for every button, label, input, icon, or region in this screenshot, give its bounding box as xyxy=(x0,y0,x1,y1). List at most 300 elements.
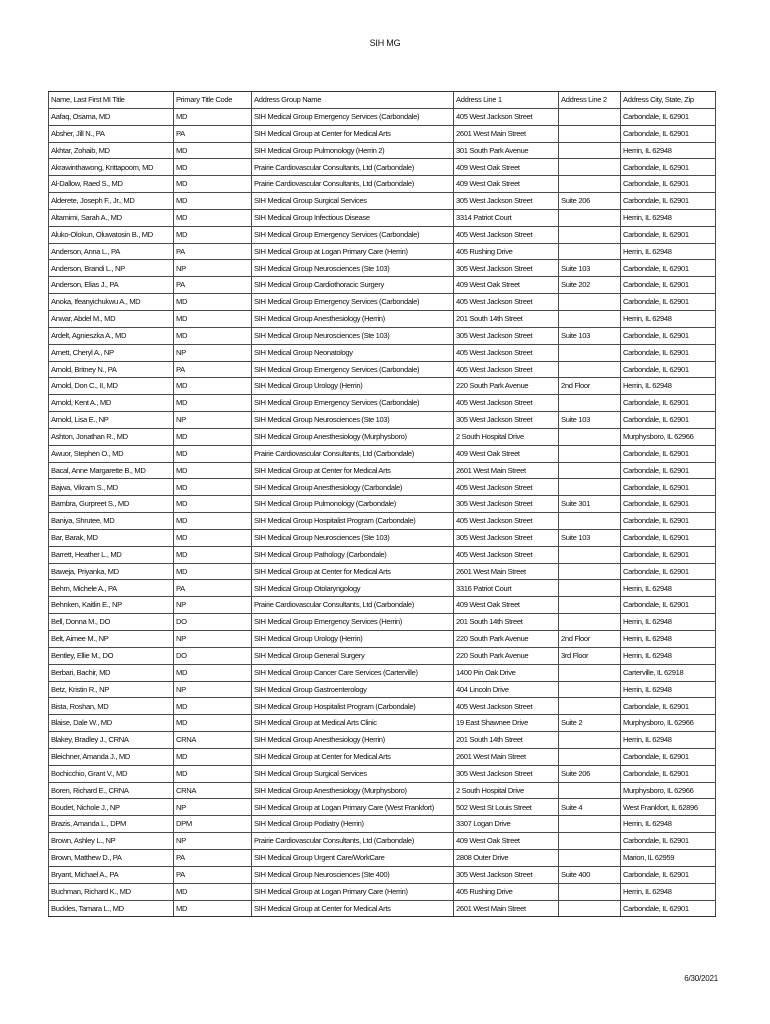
cell-address-line-2 xyxy=(559,748,621,765)
cell-address-line-2: 3rd Floor xyxy=(559,647,621,664)
cell-city-state-zip: Murphysboro, IL 62966 xyxy=(621,428,716,445)
cell-address-line-1: 2 South Hospital Drive xyxy=(454,428,559,445)
header-address-line-2: Address Line 2 xyxy=(559,92,621,109)
cell-address-line-1: 305 West Jackson Street xyxy=(454,529,559,546)
cell-address-line-2: Suite 400 xyxy=(559,866,621,883)
cell-city-state-zip: Marion, IL 62959 xyxy=(621,849,716,866)
cell-title-code: MD xyxy=(174,193,252,210)
table-row xyxy=(49,782,716,799)
cell-group-name: SIH Medical Group Neurosciences (Ste 400) xyxy=(252,866,454,883)
table-row xyxy=(49,445,716,462)
cell-city-state-zip: Carbondale, IL 62901 xyxy=(621,294,716,311)
cell-group-name: Prairie Cardiovascular Consultants, Ltd (Carbondale) xyxy=(252,176,454,193)
cell-address-line-2 xyxy=(559,108,621,125)
cell-address-line-1: 405 West Jackson Street xyxy=(454,513,559,530)
cell-city-state-zip: West Frankfort, IL 62896 xyxy=(621,799,716,816)
cell-name: Brown, Matthew D., PA xyxy=(49,849,174,866)
table-row xyxy=(49,698,716,715)
cell-address-line-2 xyxy=(559,580,621,597)
cell-address-line-1: 201 South 14th Street xyxy=(454,614,559,631)
cell-title-code: MD xyxy=(174,209,252,226)
cell-city-state-zip: Herrin, IL 62948 xyxy=(621,647,716,664)
cell-name: Boudet, Nichole J., NP xyxy=(49,799,174,816)
cell-city-state-zip: Carbondale, IL 62901 xyxy=(621,226,716,243)
table-row xyxy=(49,361,716,378)
cell-group-name: SIH Medical Group Neurosciences (Ste 103) xyxy=(252,327,454,344)
cell-city-state-zip: Carbondale, IL 62901 xyxy=(621,563,716,580)
cell-address-line-2 xyxy=(559,513,621,530)
cell-name: Akhtar, Zohaib, MD xyxy=(49,142,174,159)
cell-address-line-1: 201 South 14th Street xyxy=(454,732,559,749)
cell-address-line-1: 220 South Park Avenue xyxy=(454,647,559,664)
cell-city-state-zip: Carbondale, IL 62901 xyxy=(621,900,716,917)
cell-address-line-1: 409 West Oak Street xyxy=(454,445,559,462)
cell-address-line-1: 3314 Patriot Court xyxy=(454,209,559,226)
cell-title-code: NP xyxy=(174,260,252,277)
cell-address-line-2 xyxy=(559,833,621,850)
table-row xyxy=(49,327,716,344)
cell-title-code: NP xyxy=(174,412,252,429)
cell-address-line-1: 405 West Jackson Street xyxy=(454,226,559,243)
cell-address-line-1: 2601 West Main Street xyxy=(454,748,559,765)
provider-table xyxy=(48,91,716,917)
cell-title-code: MD xyxy=(174,294,252,311)
cell-group-name: Prairie Cardiovascular Consultants, Ltd (Carbondale) xyxy=(252,159,454,176)
cell-address-line-1: 409 West Oak Street xyxy=(454,176,559,193)
table-row xyxy=(49,412,716,429)
cell-group-name: Prairie Cardiovascular Consultants, Ltd (Carbondale) xyxy=(252,597,454,614)
cell-address-line-2 xyxy=(559,664,621,681)
cell-address-line-2 xyxy=(559,462,621,479)
cell-address-line-1: 3307 Logan Drive xyxy=(454,816,559,833)
cell-address-line-2 xyxy=(559,546,621,563)
cell-title-code: MD xyxy=(174,310,252,327)
cell-name: Bleichner, Amanda J., MD xyxy=(49,748,174,765)
cell-address-line-1: 2601 West Main Street xyxy=(454,462,559,479)
cell-title-code: MD xyxy=(174,108,252,125)
cell-city-state-zip: Carbondale, IL 62901 xyxy=(621,344,716,361)
table-body xyxy=(49,108,716,917)
cell-city-state-zip: Carbondale, IL 62901 xyxy=(621,546,716,563)
table-row xyxy=(49,816,716,833)
table-row xyxy=(49,310,716,327)
cell-city-state-zip: Carbondale, IL 62901 xyxy=(621,412,716,429)
cell-name: Anderson, Anna L., PA xyxy=(49,243,174,260)
cell-name: Absher, Jill N., PA xyxy=(49,125,174,142)
cell-address-line-1: 405 West Jackson Street xyxy=(454,698,559,715)
cell-address-line-1: 502 West St Louis Street xyxy=(454,799,559,816)
cell-title-code: DO xyxy=(174,647,252,664)
cell-group-name: SIH Medical Group at Center for Medical Arts xyxy=(252,748,454,765)
cell-city-state-zip: Herrin, IL 62948 xyxy=(621,631,716,648)
cell-group-name: SIH Medical Group Pulmonology (Herrin 2) xyxy=(252,142,454,159)
cell-city-state-zip: Carbondale, IL 62901 xyxy=(621,193,716,210)
cell-title-code: NP xyxy=(174,631,252,648)
cell-name: Belt, Aimee M., NP xyxy=(49,631,174,648)
cell-title-code: NP xyxy=(174,597,252,614)
cell-group-name: SIH Medical Group General Surgery xyxy=(252,647,454,664)
cell-title-code: MD xyxy=(174,142,252,159)
table-row xyxy=(49,193,716,210)
cell-title-code: MD xyxy=(174,765,252,782)
cell-city-state-zip: Herrin, IL 62948 xyxy=(621,732,716,749)
cell-name: Bochicchio, Grant V., MD xyxy=(49,765,174,782)
cell-address-line-2 xyxy=(559,209,621,226)
cell-address-line-1: 405 West Jackson Street xyxy=(454,479,559,496)
cell-title-code: MD xyxy=(174,445,252,462)
table-row xyxy=(49,344,716,361)
cell-address-line-2 xyxy=(559,310,621,327)
cell-address-line-1: 220 South Park Avenue xyxy=(454,378,559,395)
cell-address-line-2 xyxy=(559,849,621,866)
table-row xyxy=(49,529,716,546)
cell-address-line-2 xyxy=(559,226,621,243)
cell-group-name: Prairie Cardiovascular Consultants, Ltd (Carbondale) xyxy=(252,833,454,850)
cell-city-state-zip: Carbondale, IL 62901 xyxy=(621,529,716,546)
cell-group-name: SIH Medical Group Pulmonology (Carbondale) xyxy=(252,496,454,513)
cell-group-name: SIH Medical Group Cancer Care Services (Carterville) xyxy=(252,664,454,681)
cell-group-name: SIH Medical Group Emergency Services (Carbondale) xyxy=(252,226,454,243)
cell-title-code: MD xyxy=(174,496,252,513)
cell-city-state-zip: Carbondale, IL 62901 xyxy=(621,361,716,378)
table-row xyxy=(49,833,716,850)
cell-group-name: SIH Medical Group Surgical Services xyxy=(252,765,454,782)
cell-name: Berbari, Bachir, MD xyxy=(49,664,174,681)
cell-group-name: SIH Medical Group at Logan Primary Care (Herrin) xyxy=(252,243,454,260)
cell-address-line-2: Suite 202 xyxy=(559,277,621,294)
table-row xyxy=(49,243,716,260)
cell-name: Bajwa, Vikram S., MD xyxy=(49,479,174,496)
cell-group-name: SIH Medical Group Anesthesiology (Carbondale) xyxy=(252,479,454,496)
cell-title-code: MD xyxy=(174,698,252,715)
cell-title-code: MD xyxy=(174,546,252,563)
cell-title-code: CRNA xyxy=(174,732,252,749)
cell-title-code: PA xyxy=(174,580,252,597)
cell-title-code: PA xyxy=(174,277,252,294)
cell-group-name: SIH Medical Group Emergency Services (Carbondale) xyxy=(252,294,454,311)
cell-title-code: MD xyxy=(174,748,252,765)
table-row xyxy=(49,866,716,883)
cell-name: Buckles, Tamara L., MD xyxy=(49,900,174,917)
cell-address-line-2: 2nd Floor xyxy=(559,631,621,648)
cell-title-code: MD xyxy=(174,395,252,412)
cell-city-state-zip: Carbondale, IL 62901 xyxy=(621,277,716,294)
cell-name: Behm, Michele A., PA xyxy=(49,580,174,597)
cell-name: Brazis, Amanda L., DPM xyxy=(49,816,174,833)
cell-name: Altamimi, Sarah A., MD xyxy=(49,209,174,226)
cell-name: Bar, Barak, MD xyxy=(49,529,174,546)
cell-city-state-zip: Carbondale, IL 62901 xyxy=(621,597,716,614)
cell-address-line-2 xyxy=(559,125,621,142)
cell-name: Bacal, Anne Margarette B., MD xyxy=(49,462,174,479)
cell-city-state-zip: Herrin, IL 62948 xyxy=(621,142,716,159)
cell-title-code: MD xyxy=(174,428,252,445)
cell-address-line-1: 405 Rushing Drive xyxy=(454,243,559,260)
cell-address-line-2: Suite 103 xyxy=(559,529,621,546)
cell-title-code: MD xyxy=(174,327,252,344)
cell-city-state-zip: Carterville, IL 62918 xyxy=(621,664,716,681)
cell-group-name: SIH Medical Group at Center for Medical Arts xyxy=(252,125,454,142)
table-row xyxy=(49,647,716,664)
cell-group-name: SIH Medical Group Emergency Services (Carbondale) xyxy=(252,361,454,378)
cell-name: Alderete, Joseph F., Jr., MD xyxy=(49,193,174,210)
cell-title-code: CRNA xyxy=(174,782,252,799)
cell-title-code: MD xyxy=(174,715,252,732)
table-row xyxy=(49,159,716,176)
cell-address-line-2: Suite 4 xyxy=(559,799,621,816)
cell-name: Bryant, Michael A., PA xyxy=(49,866,174,883)
cell-name: Awuor, Stephen O., MD xyxy=(49,445,174,462)
cell-group-name: SIH Medical Group at Center for Medical Arts xyxy=(252,563,454,580)
cell-address-line-2 xyxy=(559,563,621,580)
cell-address-line-2: Suite 206 xyxy=(559,193,621,210)
cell-address-line-1: 409 West Oak Street xyxy=(454,833,559,850)
header-address-line-1: Address Line 1 xyxy=(454,92,559,109)
cell-city-state-zip: Herrin, IL 62948 xyxy=(621,614,716,631)
cell-group-name: SIH Medical Group Cardiothoracic Surgery xyxy=(252,277,454,294)
cell-address-line-2: Suite 103 xyxy=(559,327,621,344)
cell-address-line-1: 305 West Jackson Street xyxy=(454,496,559,513)
cell-name: Bell, Donna M., DO xyxy=(49,614,174,631)
cell-title-code: MD xyxy=(174,529,252,546)
cell-address-line-1: 2601 West Main Street xyxy=(454,900,559,917)
table-row xyxy=(49,226,716,243)
table-row xyxy=(49,799,716,816)
cell-title-code: NP xyxy=(174,833,252,850)
cell-name: Bentley, Ellie M., DO xyxy=(49,647,174,664)
cell-city-state-zip: Carbondale, IL 62901 xyxy=(621,513,716,530)
cell-address-line-2 xyxy=(559,361,621,378)
cell-city-state-zip: Carbondale, IL 62901 xyxy=(621,445,716,462)
cell-city-state-zip: Murphysboro, IL 62966 xyxy=(621,715,716,732)
cell-address-line-1: 2 South Hospital Drive xyxy=(454,782,559,799)
cell-title-code: DO xyxy=(174,614,252,631)
cell-address-line-2 xyxy=(559,344,621,361)
cell-address-line-2: Suite 206 xyxy=(559,765,621,782)
cell-address-line-2 xyxy=(559,445,621,462)
cell-group-name: SIH Medical Group Infectious Disease xyxy=(252,209,454,226)
cell-group-name: Prairie Cardiovascular Consultants, Ltd (Carbondale) xyxy=(252,445,454,462)
cell-title-code: MD xyxy=(174,226,252,243)
cell-address-line-1: 305 West Jackson Street xyxy=(454,327,559,344)
table-row xyxy=(49,294,716,311)
cell-city-state-zip: Herrin, IL 62948 xyxy=(621,681,716,698)
cell-name: Buchman, Richard K., MD xyxy=(49,883,174,900)
cell-address-line-1: 405 West Jackson Street xyxy=(454,395,559,412)
cell-group-name: SIH Medical Group Neonatology xyxy=(252,344,454,361)
cell-title-code: MD xyxy=(174,462,252,479)
cell-address-line-2 xyxy=(559,681,621,698)
cell-city-state-zip: Carbondale, IL 62901 xyxy=(621,395,716,412)
cell-group-name: SIH Medical Group Emergency Services (Herrin) xyxy=(252,614,454,631)
cell-address-line-1: 19 East Shawnee Drive xyxy=(454,715,559,732)
cell-name: Bista, Roshan, MD xyxy=(49,698,174,715)
cell-name: Bambra, Gurpreet S., MD xyxy=(49,496,174,513)
cell-city-state-zip: Carbondale, IL 62901 xyxy=(621,496,716,513)
cell-address-line-1: 305 West Jackson Street xyxy=(454,412,559,429)
header-name: Name, Last First MI Title xyxy=(49,92,174,109)
cell-address-line-2 xyxy=(559,816,621,833)
cell-address-line-1: 2601 West Main Street xyxy=(454,125,559,142)
cell-title-code: PA xyxy=(174,849,252,866)
cell-address-line-1: 220 South Park Avenue xyxy=(454,631,559,648)
cell-title-code: MD xyxy=(174,479,252,496)
cell-city-state-zip: Carbondale, IL 62901 xyxy=(621,260,716,277)
table-row xyxy=(49,614,716,631)
table-row xyxy=(49,883,716,900)
cell-address-line-1: 405 West Jackson Street xyxy=(454,108,559,125)
cell-name: Ashton, Jonathan R., MD xyxy=(49,428,174,445)
cell-address-line-2 xyxy=(559,732,621,749)
table-row xyxy=(49,462,716,479)
header-city-state-zip: Address City, State, Zip xyxy=(621,92,716,109)
cell-city-state-zip: Carbondale, IL 62901 xyxy=(621,765,716,782)
cell-title-code: NP xyxy=(174,799,252,816)
cell-title-code: NP xyxy=(174,681,252,698)
cell-name: Al-Dallow, Raed S., MD xyxy=(49,176,174,193)
cell-address-line-2 xyxy=(559,395,621,412)
cell-group-name: SIH Medical Group at Logan Primary Care (Herrin) xyxy=(252,883,454,900)
cell-address-line-2 xyxy=(559,614,621,631)
cell-city-state-zip: Herrin, IL 62948 xyxy=(621,243,716,260)
cell-name: Arnold, Don C., II, MD xyxy=(49,378,174,395)
cell-title-code: PA xyxy=(174,361,252,378)
cell-group-name: SIH Medical Group Podiatry (Herrin) xyxy=(252,816,454,833)
table-row xyxy=(49,125,716,142)
cell-city-state-zip: Carbondale, IL 62901 xyxy=(621,479,716,496)
cell-address-line-2 xyxy=(559,883,621,900)
cell-city-state-zip: Herrin, IL 62948 xyxy=(621,209,716,226)
cell-city-state-zip: Carbondale, IL 62901 xyxy=(621,748,716,765)
cell-address-line-2 xyxy=(559,782,621,799)
cell-address-line-2 xyxy=(559,597,621,614)
table-row xyxy=(49,209,716,226)
table-row xyxy=(49,395,716,412)
cell-city-state-zip: Carbondale, IL 62901 xyxy=(621,327,716,344)
cell-address-line-1: 301 South Park Avenue xyxy=(454,142,559,159)
table-row xyxy=(49,176,716,193)
table-row xyxy=(49,513,716,530)
table-row xyxy=(49,664,716,681)
table-row xyxy=(49,563,716,580)
cell-address-line-2 xyxy=(559,900,621,917)
cell-title-code: MD xyxy=(174,664,252,681)
cell-city-state-zip: Herrin, IL 62948 xyxy=(621,883,716,900)
cell-title-code: PA xyxy=(174,125,252,142)
table-row xyxy=(49,378,716,395)
table-row xyxy=(49,260,716,277)
cell-title-code: PA xyxy=(174,866,252,883)
cell-address-line-1: 409 West Oak Street xyxy=(454,597,559,614)
cell-name: Betz, Kristin R., NP xyxy=(49,681,174,698)
cell-address-line-2: Suite 301 xyxy=(559,496,621,513)
cell-name: Anoka, Ifeanyichukwu A., MD xyxy=(49,294,174,311)
cell-group-name: SIH Medical Group Anesthesiology (Herrin) xyxy=(252,732,454,749)
cell-address-line-2: Suite 103 xyxy=(559,260,621,277)
cell-name: Aafaq, Osama, MD xyxy=(49,108,174,125)
cell-group-name: SIH Medical Group Hospitalist Program (Carbondale) xyxy=(252,513,454,530)
cell-group-name: SIH Medical Group Gastroenterology xyxy=(252,681,454,698)
cell-address-line-1: 2601 West Main Street xyxy=(454,563,559,580)
cell-address-line-1: 409 West Oak Street xyxy=(454,159,559,176)
cell-name: Arnold, Britney N., PA xyxy=(49,361,174,378)
cell-address-line-1: 405 West Jackson Street xyxy=(454,546,559,563)
cell-name: Aluko-Olokun, Oluwatosin B., MD xyxy=(49,226,174,243)
table-header-row xyxy=(49,92,716,109)
cell-name: Arnold, Lisa E., NP xyxy=(49,412,174,429)
cell-address-line-2 xyxy=(559,142,621,159)
cell-name: Arnold, Kent A., MD xyxy=(49,395,174,412)
cell-name: Boren, Richard E., CRNA xyxy=(49,782,174,799)
cell-city-state-zip: Herrin, IL 62948 xyxy=(621,580,716,597)
footer-date: 6/30/2021 xyxy=(684,974,718,983)
cell-title-code: MD xyxy=(174,378,252,395)
table-row xyxy=(49,428,716,445)
cell-address-line-1: 1400 Pin Oak Drive xyxy=(454,664,559,681)
cell-city-state-zip: Carbondale, IL 62901 xyxy=(621,125,716,142)
cell-address-line-1: 2808 Outer Drive xyxy=(454,849,559,866)
cell-group-name: SIH Medical Group Urgent Care/WorkCare xyxy=(252,849,454,866)
cell-title-code: PA xyxy=(174,243,252,260)
cell-title-code: MD xyxy=(174,883,252,900)
cell-address-line-2: Suite 103 xyxy=(559,412,621,429)
cell-address-line-1: 405 West Jackson Street xyxy=(454,344,559,361)
cell-title-code: MD xyxy=(174,176,252,193)
table-row xyxy=(49,580,716,597)
cell-address-line-2: 2nd Floor xyxy=(559,378,621,395)
cell-city-state-zip: Herrin, IL 62948 xyxy=(621,816,716,833)
table-row xyxy=(49,277,716,294)
cell-address-line-1: 305 West Jackson Street xyxy=(454,866,559,883)
table-row xyxy=(49,765,716,782)
cell-title-code: MD xyxy=(174,159,252,176)
cell-address-line-2 xyxy=(559,294,621,311)
table-row xyxy=(49,108,716,125)
cell-group-name: SIH Medical Group at Logan Primary Care (West Frankfort) xyxy=(252,799,454,816)
cell-name: Brown, Ashley L., NP xyxy=(49,833,174,850)
cell-group-name: SIH Medical Group Neurosciences (Ste 103) xyxy=(252,260,454,277)
cell-title-code: NP xyxy=(174,344,252,361)
cell-title-code: DPM xyxy=(174,816,252,833)
table-row xyxy=(49,631,716,648)
cell-city-state-zip: Carbondale, IL 62901 xyxy=(621,176,716,193)
table-row xyxy=(49,479,716,496)
cell-group-name: SIH Medical Group Otolaryngology xyxy=(252,580,454,597)
cell-name: Anderson, Elias J., PA xyxy=(49,277,174,294)
table-row xyxy=(49,849,716,866)
cell-group-name: SIH Medical Group Emergency Services (Carbondale) xyxy=(252,108,454,125)
cell-address-line-1: 201 South 14th Street xyxy=(454,310,559,327)
table-row xyxy=(49,546,716,563)
document-title: SIH MG xyxy=(369,38,401,48)
cell-name: Baweja, Priyanka, MD xyxy=(49,563,174,580)
table-row xyxy=(49,900,716,917)
cell-address-line-2 xyxy=(559,479,621,496)
cell-name: Anderson, Brandi L., NP xyxy=(49,260,174,277)
cell-group-name: SIH Medical Group Neurosciences (Ste 103) xyxy=(252,529,454,546)
cell-group-name: SIH Medical Group Urology (Herrin) xyxy=(252,378,454,395)
cell-title-code: MD xyxy=(174,563,252,580)
table-row xyxy=(49,496,716,513)
cell-address-line-1: 405 West Jackson Street xyxy=(454,294,559,311)
cell-group-name: SIH Medical Group Surgical Services xyxy=(252,193,454,210)
cell-city-state-zip: Murphysboro, IL 62966 xyxy=(621,782,716,799)
cell-name: Akrawinthawong, Krittapoom, MD xyxy=(49,159,174,176)
table-row xyxy=(49,748,716,765)
cell-name: Blaise, Dale W., MD xyxy=(49,715,174,732)
cell-city-state-zip: Carbondale, IL 62901 xyxy=(621,108,716,125)
cell-group-name: SIH Medical Group Neurosciences (Ste 103) xyxy=(252,412,454,429)
